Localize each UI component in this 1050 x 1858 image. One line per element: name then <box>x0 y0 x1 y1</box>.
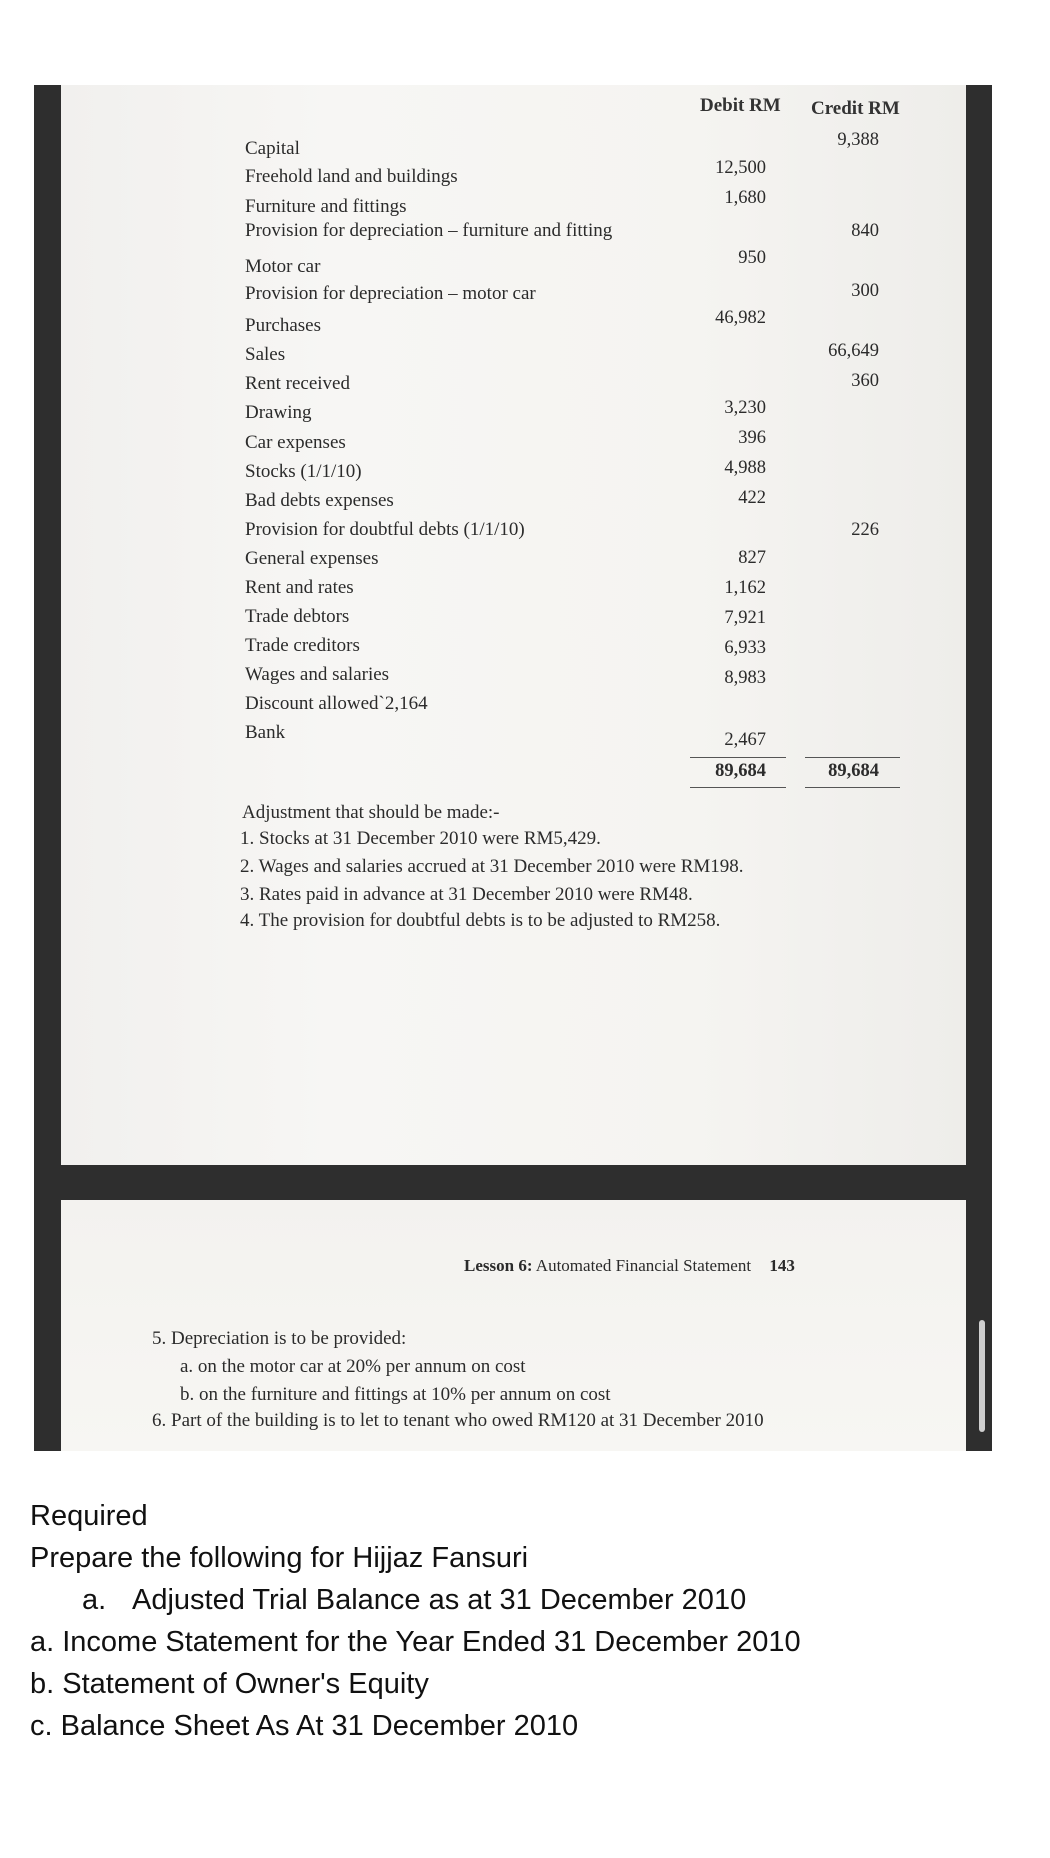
row-label: Provision for doubtful debts (1/1/10) <box>245 519 525 540</box>
row-label: Car expenses <box>245 432 346 453</box>
adjustment-item: 3. Rates paid in advance at 31 December 2010 were RM48. <box>240 884 693 905</box>
debit-value: 1,162 <box>724 578 766 598</box>
row-label: Provision for depreciation – furniture and fitting <box>245 220 613 241</box>
debit-value: 422 <box>738 488 766 508</box>
debit-value: 8,983 <box>724 668 766 688</box>
required-heading: Required <box>30 1500 148 1532</box>
page-number: 143 <box>769 1256 795 1275</box>
credit-total-bottom-rule <box>805 787 900 788</box>
book-page-142 <box>61 85 966 1165</box>
debit-column-header: Debit RM <box>700 95 781 116</box>
debit-total-top-rule <box>690 757 786 758</box>
credit-value: 360 <box>851 371 879 391</box>
credit-value: 300 <box>851 281 879 301</box>
debit-value: 1,680 <box>724 188 766 208</box>
debit-value: 46,982 <box>715 308 766 328</box>
adjustment-subitem: a. on the motor car at 20% per annum on cost <box>180 1356 526 1377</box>
row-label: Bad debts expenses <box>245 490 394 511</box>
debit-total: 89,684 <box>715 761 766 781</box>
adjustment-subitem: b. on the furniture and fittings at 10% per annum on cost <box>180 1384 611 1405</box>
lesson-title: Automated Financial Statement <box>535 1256 752 1275</box>
debit-value: 6,933 <box>724 638 766 658</box>
debit-value: 950 <box>738 248 766 268</box>
required-intro: Prepare the following for Hijjaz Fansuri <box>30 1542 529 1574</box>
debit-total-bottom-rule <box>690 787 786 788</box>
credit-value: 226 <box>851 520 879 540</box>
row-label: Wages and salaries <box>245 664 390 685</box>
row-label: Freehold land and buildings <box>245 166 458 187</box>
row-label: Rent and rates <box>245 577 354 598</box>
subitem-text: Adjusted Trial Balance as at 31 December 2010 <box>132 1584 747 1616</box>
required-item: b. Statement of Owner's Equity <box>30 1668 429 1700</box>
debit-value: 7,921 <box>724 608 766 628</box>
debit-value: 827 <box>738 548 766 568</box>
debit-value: 2,467 <box>724 730 766 750</box>
lesson-number: Lesson 6: <box>464 1256 533 1275</box>
credit-value: 840 <box>851 221 879 241</box>
required-item: a. Income Statement for the Year Ended 31 December 2010 <box>30 1626 801 1658</box>
adjustment-item: 2. Wages and salaries accrued at 31 December 2010 were RM198. <box>240 856 744 877</box>
debit-value: 396 <box>738 428 766 448</box>
credit-total-top-rule <box>805 757 900 758</box>
row-label: Sales <box>245 344 286 365</box>
lesson-page-header <box>464 1256 795 1276</box>
row-label: Rent received <box>245 373 350 394</box>
debit-value: 3,230 <box>724 398 766 418</box>
row-label: Furniture and fittings <box>245 196 407 217</box>
row-label: Trade creditors <box>245 635 360 656</box>
adjustment-item: 4. The provision for doubtful debts is to be adjusted to RM258. <box>240 910 721 931</box>
row-label: Purchases <box>245 315 321 336</box>
required-subitem <box>82 1584 746 1617</box>
row-label: Drawing <box>245 402 312 423</box>
scrollbar-thumb[interactable] <box>979 1320 985 1432</box>
row-label: Discount allowed`2,164 <box>245 693 428 714</box>
credit-column-header: Credit RM <box>811 98 900 119</box>
credit-total: 89,684 <box>828 761 879 781</box>
row-label: General expenses <box>245 548 379 569</box>
adjustment-item: 6. Part of the building is to let to tenant who owed RM120 at 31 December 2010 <box>152 1410 764 1431</box>
row-label: Bank <box>245 722 286 743</box>
debit-value: 12,500 <box>715 158 766 178</box>
subitem-letter: a. <box>82 1584 107 1616</box>
adjustment-item: 5. Depreciation is to be provided: <box>152 1328 407 1349</box>
row-label: Provision for depreciation – motor car <box>245 283 536 304</box>
row-label: Capital <box>245 138 300 159</box>
credit-value: 9,388 <box>837 130 879 150</box>
credit-value: 66,649 <box>828 341 879 361</box>
row-label: Stocks (1/1/10) <box>245 461 362 482</box>
required-item: c. Balance Sheet As At 31 December 2010 <box>30 1710 579 1742</box>
debit-value: 4,988 <box>724 458 766 478</box>
row-label: Motor car <box>245 256 321 277</box>
adjustments-title: Adjustment that should be made:- <box>242 802 500 823</box>
row-label: Trade debtors <box>245 606 350 627</box>
adjustment-item: 1. Stocks at 31 December 2010 were RM5,429. <box>240 828 601 849</box>
